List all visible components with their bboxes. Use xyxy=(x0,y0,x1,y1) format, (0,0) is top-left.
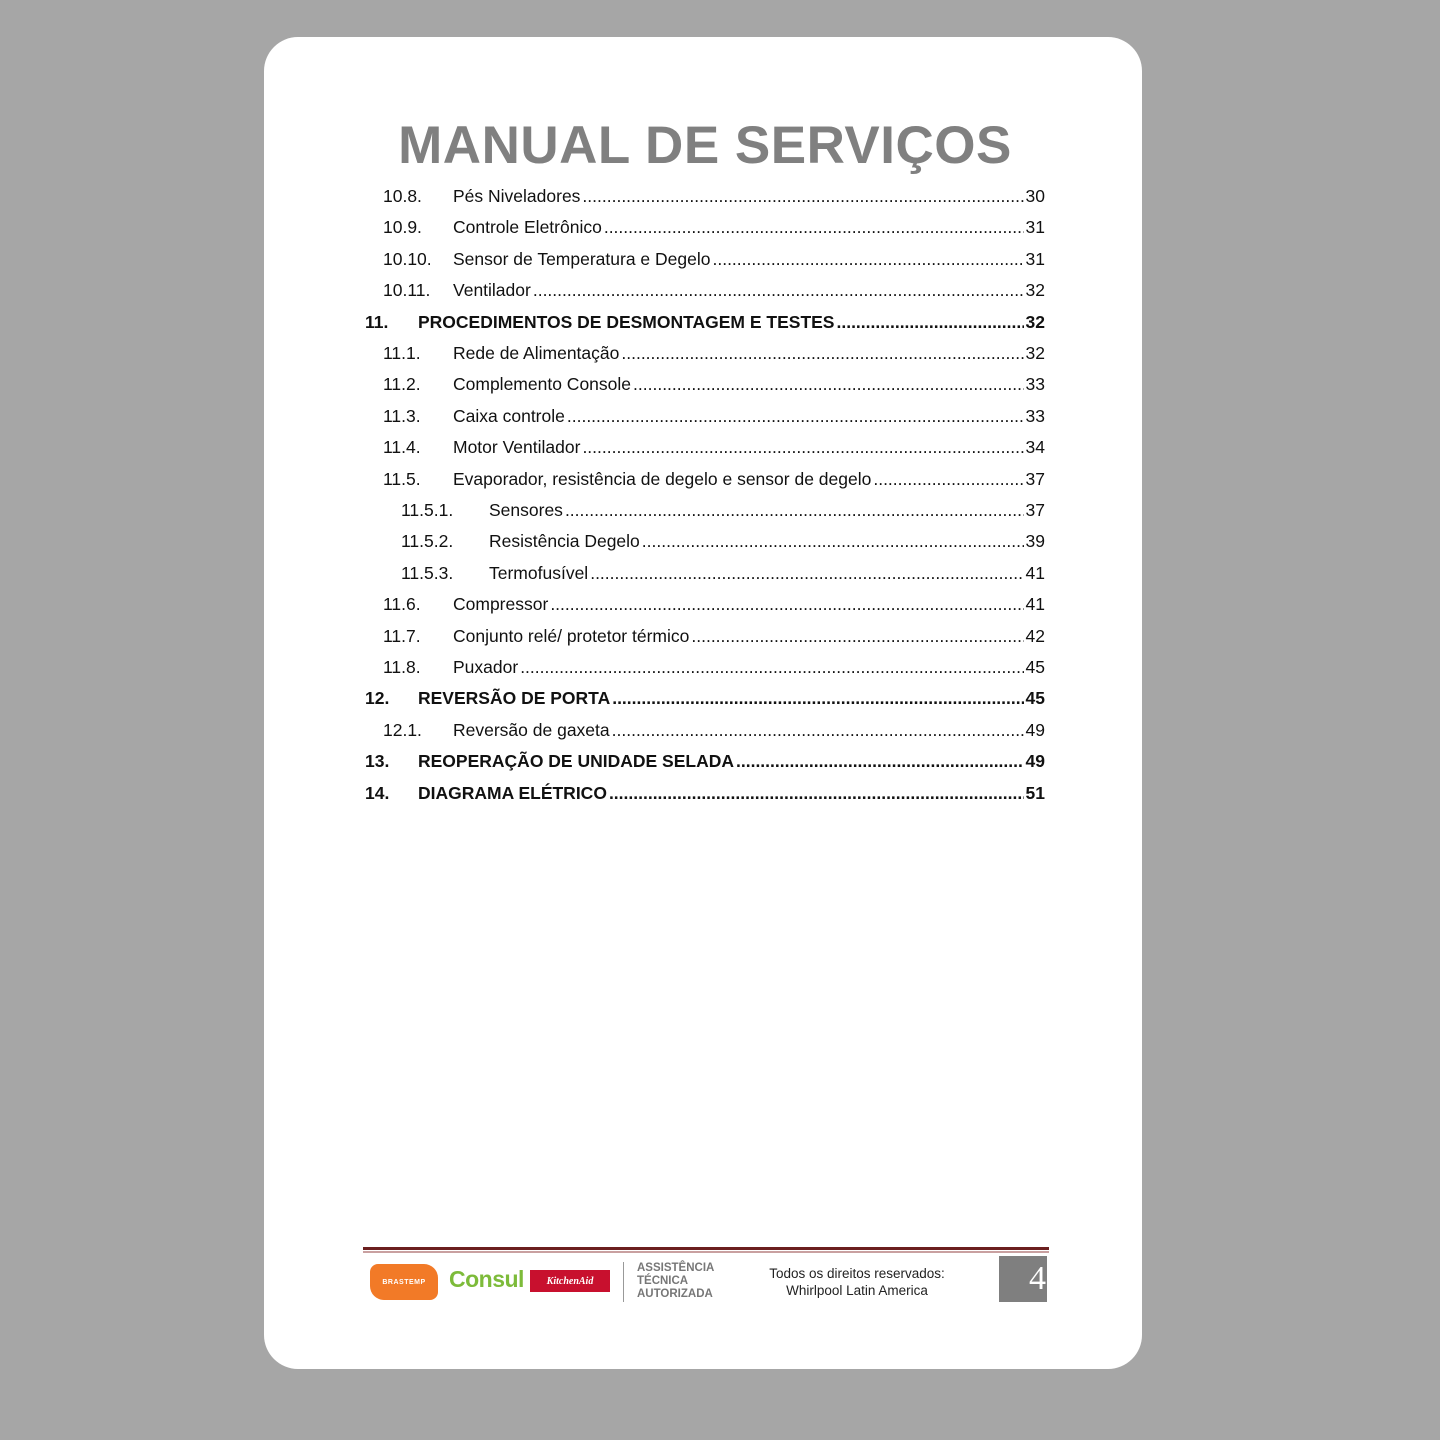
toc-dot-leader xyxy=(642,529,1024,553)
toc-entry-number: 11.4. xyxy=(383,437,421,458)
toc-dot-leader xyxy=(612,718,1024,742)
brastemp-logo-text: BRASTEMP xyxy=(382,1278,426,1286)
toc-dot-leader xyxy=(520,655,1023,679)
toc-dot-leader xyxy=(612,686,1023,710)
toc-entry-page: 41 xyxy=(1025,594,1045,615)
toc-dot-leader xyxy=(691,624,1023,648)
assist-line-3: AUTORIZADA xyxy=(637,1288,713,1300)
toc-entry[interactable] xyxy=(383,341,1045,365)
toc-entry-number: 11.6. xyxy=(383,594,421,615)
toc-entry[interactable] xyxy=(383,247,1045,271)
toc-entry-page: 45 xyxy=(1025,657,1045,677)
toc-entry[interactable] xyxy=(365,686,1045,710)
toc-entry-page: 33 xyxy=(1025,374,1045,395)
toc-entry-page: 42 xyxy=(1025,625,1045,646)
toc-entry-number: 12.1. xyxy=(383,719,422,740)
kitchenaid-logo xyxy=(530,1270,610,1292)
toc-entry[interactable] xyxy=(383,467,1045,491)
toc-dot-leader xyxy=(533,278,1024,302)
toc-entry-label: Pés Niveladores xyxy=(453,186,581,206)
toc-entry-label: Controle Eletrônico xyxy=(453,217,602,238)
toc-entry[interactable] xyxy=(383,655,1045,679)
toc-entry-number: 11.1. xyxy=(383,343,421,363)
toc-entry[interactable] xyxy=(383,215,1045,239)
toc-entry[interactable] xyxy=(383,404,1045,428)
footer-rule xyxy=(363,1247,1049,1250)
toc-entry[interactable] xyxy=(365,310,1045,334)
toc-entry-label: REVERSÃO DE PORTA xyxy=(418,688,611,709)
toc-entry-number: 10.10. xyxy=(383,248,432,269)
toc-entry-page: 32 xyxy=(1025,343,1045,363)
toc-entry-page: 49 xyxy=(1025,751,1045,772)
toc-entry-number: 10.11. xyxy=(383,280,431,301)
brastemp-logo xyxy=(370,1264,438,1300)
toc-dot-leader xyxy=(582,435,1023,459)
document-title: MANUAL DE SERVIÇOS xyxy=(398,116,1012,175)
toc-entry-page: 45 xyxy=(1025,688,1045,709)
toc-entry-page: 31 xyxy=(1025,217,1045,238)
toc-entry-number: 11. xyxy=(365,311,389,332)
consul-logo-text: Consul xyxy=(449,1266,524,1292)
toc-entry-page: 37 xyxy=(1025,500,1045,520)
toc-entry-label: Ventilador xyxy=(453,280,531,301)
consul-logo xyxy=(449,1266,524,1293)
toc-entry[interactable] xyxy=(401,529,1045,553)
toc-dot-leader xyxy=(836,310,1023,334)
toc-entry-label: Complemento Console xyxy=(453,374,632,395)
footer-rule-shadow xyxy=(363,1251,1049,1253)
toc-entry-number: 11.5.2. xyxy=(401,531,454,552)
toc-entry[interactable] xyxy=(383,435,1045,459)
toc-entry-page: 31 xyxy=(1025,248,1045,269)
footer-divider xyxy=(623,1262,624,1302)
copyright-notice xyxy=(757,1265,957,1299)
authorized-service-label xyxy=(637,1262,714,1301)
assist-line-1: ASSISTÊNCIA xyxy=(637,1262,715,1274)
toc-entry-label: Compressor xyxy=(453,594,549,615)
toc-entry-label: Resistência Degelo xyxy=(489,531,640,552)
toc-entry[interactable] xyxy=(383,372,1045,396)
toc-entry-label: PROCEDIMENTOS DE DESMONTAGEM E TESTES xyxy=(418,311,835,332)
toc-entry-label: Reversão de gaxeta xyxy=(453,719,610,740)
rights-line-1: Todos os direitos reservados: xyxy=(769,1266,945,1281)
toc-entry-page: 37 xyxy=(1025,468,1045,489)
toc-entry[interactable] xyxy=(401,498,1045,522)
toc-dot-leader xyxy=(736,749,1024,773)
toc-dot-leader xyxy=(550,592,1023,616)
toc-entry[interactable] xyxy=(383,592,1045,616)
rights-line-2: Whirlpool Latin America xyxy=(786,1283,928,1298)
assist-line-2: TÉCNICA xyxy=(637,1275,689,1287)
toc-entry-number: 10.9. xyxy=(383,217,422,238)
toc-entry-number: 11.2. xyxy=(383,374,421,395)
toc-entry-number: 11.8. xyxy=(383,657,421,677)
toc-dot-leader xyxy=(582,184,1023,208)
toc-entry-page: 32 xyxy=(1025,311,1045,332)
toc-entry-label: Puxador xyxy=(453,657,519,677)
toc-entry-label: Sensores xyxy=(489,500,563,520)
page-number xyxy=(999,1256,1047,1302)
kitchenaid-logo-text: KitchenAid xyxy=(546,1275,594,1287)
toc-entry-label: Caixa controle xyxy=(453,405,565,426)
toc-entry-number: 14. xyxy=(365,782,390,803)
toc-entry-page: 51 xyxy=(1025,782,1045,803)
toc-entry-page: 34 xyxy=(1025,437,1045,458)
toc-entry-label: Evaporador, resistência de degelo e sensor de degelo xyxy=(453,468,872,489)
toc-entry[interactable] xyxy=(365,749,1045,773)
toc-entry-label: Termofusível xyxy=(489,562,589,583)
toc-entry-number: 11.5.3. xyxy=(401,562,454,583)
toc-dot-leader xyxy=(567,404,1024,428)
toc-dot-leader xyxy=(873,467,1023,491)
toc-entry-number: 11.5. xyxy=(383,468,421,489)
toc-entry-number: 11.7. xyxy=(383,625,421,646)
toc-dot-leader xyxy=(712,247,1023,271)
toc-entry[interactable] xyxy=(365,781,1045,805)
toc-entry-page: 32 xyxy=(1025,280,1045,301)
toc-entry-number: 12. xyxy=(365,688,390,709)
toc-entry-number: 11.3. xyxy=(383,405,421,426)
table-of-contents xyxy=(264,37,1142,937)
toc-entry-number: 10.8. xyxy=(383,186,422,206)
toc-entry[interactable] xyxy=(401,561,1045,585)
toc-dot-leader xyxy=(633,372,1024,396)
toc-dot-leader xyxy=(565,498,1024,522)
page-number-text: 4 xyxy=(1029,1260,1046,1297)
toc-entry-page: 39 xyxy=(1025,531,1045,552)
toc-entry-label: REOPERAÇÃO DE UNIDADE SELADA xyxy=(418,751,734,772)
toc-entry-label: Sensor de Temperatura e Degelo xyxy=(453,248,711,269)
document-page xyxy=(264,37,1142,1369)
toc-entry-page: 30 xyxy=(1025,186,1045,206)
toc-entry-page: 33 xyxy=(1025,405,1045,426)
toc-entry-label: Conjunto relé/ protetor térmico xyxy=(453,625,690,646)
toc-entry-number: 11.5.1. xyxy=(401,500,454,520)
toc-entry-label: Rede de Alimentação xyxy=(453,343,620,363)
toc-entry[interactable] xyxy=(383,718,1045,742)
toc-dot-leader xyxy=(590,561,1023,585)
toc-entry-number: 13. xyxy=(365,751,390,772)
toc-dot-leader xyxy=(609,781,1024,805)
toc-dot-leader xyxy=(621,341,1023,365)
toc-entry-label: DIAGRAMA ELÉTRICO xyxy=(418,782,607,803)
toc-entry[interactable] xyxy=(383,184,1045,208)
toc-dot-leader xyxy=(604,215,1024,239)
toc-entry-label: Motor Ventilador xyxy=(453,437,581,458)
toc-entry-page: 49 xyxy=(1025,719,1045,740)
toc-entry[interactable] xyxy=(383,624,1045,648)
toc-entry[interactable] xyxy=(383,278,1045,302)
toc-entry-page: 41 xyxy=(1025,562,1045,583)
